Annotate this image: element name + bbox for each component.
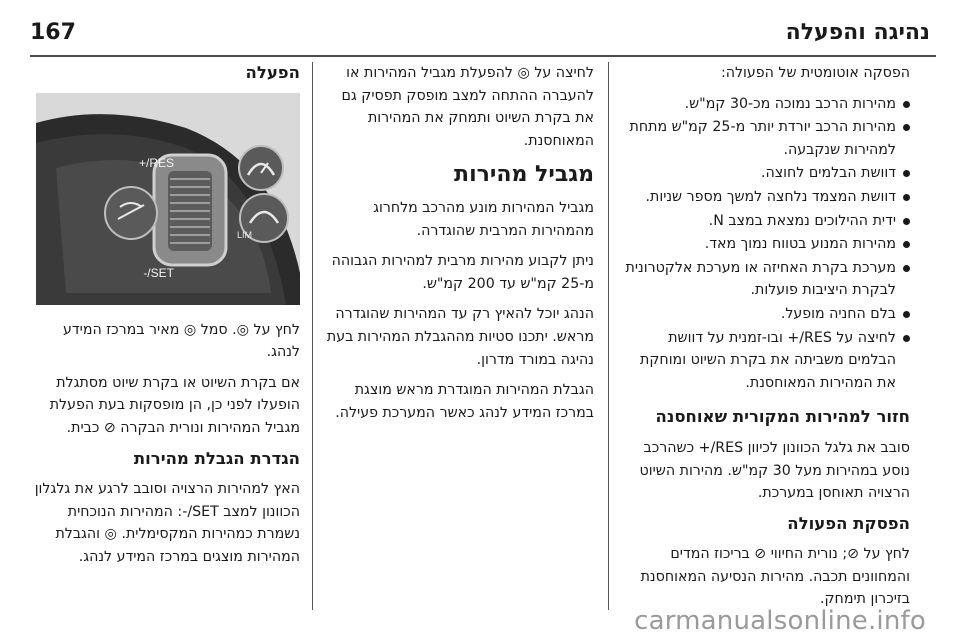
return-text: סובב את גלגל הכוונון לכיוון RES/+ כשהרכב נוסע במהירות מעל 30 קמ"ש. מהירות השיוט הרצויה תאוחסן במערכת.	[639, 439, 910, 502]
activation-note: אם בקרת השיוט או בקרת שיוט מסתגלת הופעלו לפני כן, הן מופסקות בעת הפעלת מגביל המהירות ונורית הבקרה ⊘ כבית.	[49, 374, 300, 436]
list-item: דוושת הבלמים לחוצה.	[620, 162, 910, 185]
return-heading: חזור למהירות המקורית שאוחסנה	[655, 407, 910, 427]
list-item: מהירות המנוע בטווח נמוך מאד.	[620, 233, 910, 256]
res-label: RES/+	[138, 155, 174, 170]
page-number: 167	[30, 19, 76, 45]
list-item: מהירות הרכב נמוכה מכ-30 קמ"ש.	[620, 93, 910, 116]
list-item: בלם החניה מופעל.	[620, 303, 910, 326]
limiter-para: הנהג יוכל להאיץ רק עד המהירות שהוגדרה מראש. יתכנו סטיות מההגבלת המהירות בעת נהיגה במורד מדרון.	[326, 306, 594, 368]
steering-wheel-image	[36, 93, 300, 305]
list-item: מהירות הרכב יורדת יותר מ-25 קמ"ש מתחת למהירות שנקבעה.	[620, 116, 910, 161]
off-heading: הפסקת הפעולה	[787, 513, 910, 533]
list-item: לחיצה על RES/+ ובו-זמנית על דוושת הבלמים משביתה את בקרת השיוט ומוחקת את המהירות המאוחסנת.	[620, 327, 910, 395]
list-item: ידית ההילוכים נמצאת במצב N.	[620, 210, 910, 233]
steering-wheel-controls-photo	[36, 93, 300, 305]
limiter-cancel-text: לחיצה על ◎ להפעלת מגביל המהירות או להעברה ההתחה למצב מופסק תפסיק גם את בקרת השיוט ותמחק את המהירות המאוחסנת.	[341, 65, 594, 149]
column-divider	[312, 62, 313, 610]
page-header	[30, 0, 930, 56]
right-column	[620, 62, 910, 619]
lim-label: LIM	[236, 229, 252, 240]
limiter-para: מגביל המהירות מונע מהרכב מלחרוג מהמהירות המרבית שהוגדרה.	[373, 199, 594, 239]
limiter-para: הגבלת המהירות המוגדרת מראש מוצגת במרכז המידע לנהג כאשר המערכת פעילה.	[335, 382, 594, 421]
speed-limiter-heading: מגביל מהירות	[454, 162, 594, 188]
set-label: SET/-	[143, 265, 174, 280]
set-limit-heading: הגדרת הגבלת מהירות	[133, 448, 300, 468]
activation-heading: הפעלה	[245, 63, 300, 82]
header-rule	[30, 55, 936, 57]
middle-column	[324, 62, 594, 432]
column-divider	[608, 62, 609, 610]
list-item: דוושת המצמד נלחצה למשך מספר שניות.	[620, 186, 910, 209]
activation-text: לחץ על ◎. סמל ◎ מאיר במרכז המידע לנהג.	[63, 321, 300, 361]
auto-deactivation-intro: הפסקה אוטומטית של הפעולה:	[720, 65, 910, 81]
limiter-para: ניתן לקבוע מהירות מרבית למהירות הגבוהה מ-25 קמ"ש עד 200 קמ"ש.	[331, 253, 594, 292]
watermark: carmanualsonline.info	[634, 606, 926, 636]
set-limit-text: האץ למהירות הרצויה וסובב לרגע את גלגלון הכוונון למצב SET/-: המהירות הנוכחית נשמרת כמהירות המקסימלית. ◎ והגבלת המהירות מוצגים במרכז המידע לנהג.	[34, 481, 300, 565]
off-text: לחץ על ⊘; נורית החיווי ⊘ בריכוז המדים והמחוונים תכבה. מהירות הנסיעה המאוחסנת בזיכרון תימחק.	[640, 546, 910, 608]
deactivation-list	[620, 93, 910, 395]
chapter-title: נהיגה והפעלה	[785, 19, 930, 45]
list-item: מערכת בקרת האחיזה או מערכת אלקטרונית לבקרת היציבות פועלות.	[620, 257, 910, 302]
left-column	[32, 62, 300, 577]
